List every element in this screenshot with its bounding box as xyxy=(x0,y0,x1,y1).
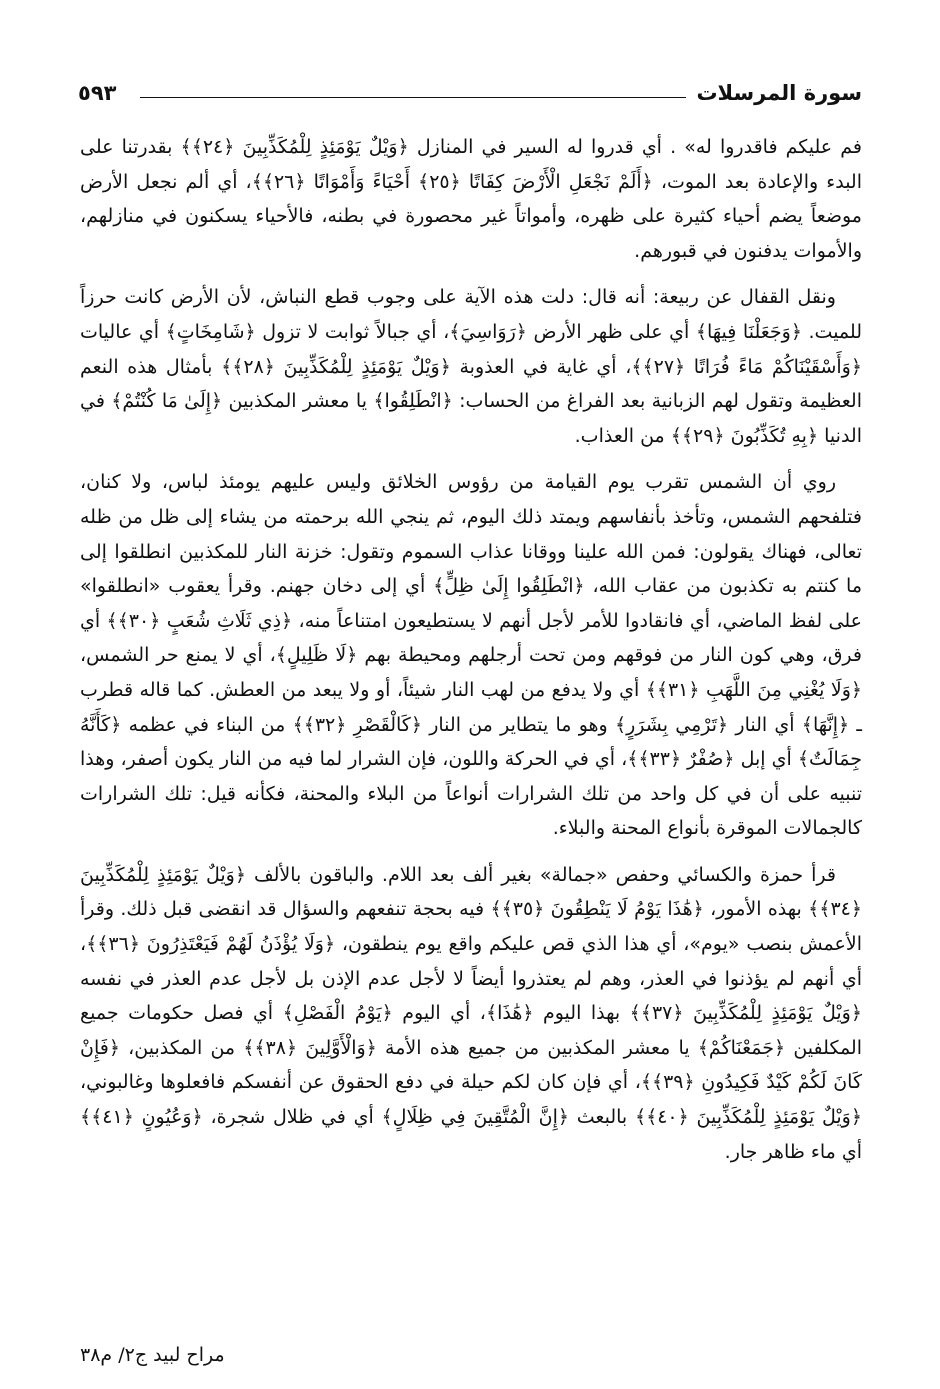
paragraph-1: فم عليكم فاقدروا له» . أي قدروا له السير في المنازل ﴿وَيْلٌ يَوْمَئِذٍ لِلْمُكَذِّبِينَ ﴿٢٤﴾﴾ بقدرتنا على البدء والإعادة بعد الموت، ﴿أَلَمْ نَجْعَلِ الْأَرْضَ كِفَاتًا ﴿٢٥﴾ أَحْيَاءً وَأَمْوَاتًا ﴿٢٦﴾﴾، أي ألم نجعل الأرض موضعاً يضم أحياء كثيرة على ظهره، وأمواتاً غير محصورة في بطنه، فالأحياء يسكنون في منازلهم، والأموات يدفنون في قبورهم. xyxy=(80,136,862,262)
footer-signature: مراح لبيد ج٢/ م٣٨ xyxy=(80,1344,225,1366)
header-rule xyxy=(140,97,686,98)
paragraph-4: قرأ حمزة والكسائي وحفص «جمالة» بغير ألف بعد اللام. والباقون بالألف ﴿وَيْلٌ يَوْمَئِذٍ لِلْمُكَذِّبِينَ ﴿٣٤﴾﴾ بهذه الأمور، ﴿هَٰذَا يَوْمُ لَا يَنْطِقُونَ ﴿٣٥﴾﴾ فيه بحجة تنفعهم والسؤال قد انقضى قبل ذلك. وقرأ الأعمش بنصب «يوم»، أي هذا الذي قص عليكم واقع يوم ينطقون، ﴿وَلَا يُؤْذَنُ لَهُمْ فَيَعْتَذِرُونَ ﴿٣٦﴾﴾، أي أنهم لم يؤذنوا في العذر، وهم لم يعتذروا أيضاً لا لأجل عدم الإذن بل لأجل عدم العذر في نفسه ﴿وَيْلٌ يَوْمَئِذٍ لِلْمُكَذِّبِينَ ﴿٣٧﴾﴾ بهذا اليوم ﴿هَٰذَا﴾، أي اليوم ﴿يَوْمُ الْفَصْلِ﴾ أي فصل حكومات جميع المكلفين ﴿جَمَعْنَاكُمْ﴾ يا معشر المكذبين من جميع هذه الأمة ﴿وَالْأَوَّلِينَ ﴿٣٨﴾﴾ من المكذبين، ﴿فَإِنْ كَانَ لَكُمْ كَيْدٌ فَكِيدُونِ ﴿٣٩﴾﴾، أي فإن كان لكم حيلة في دفع الحقوق عن أنفسكم فافعلوها وغالبوني، ﴿وَيْلٌ يَوْمَئِذٍ لِلْمُكَذِّبِينَ ﴿٤٠﴾﴾ بالبعث ﴿إِنَّ الْمُتَّقِينَ فِي ظِلَالٍ﴾ أي في ظلال شجرة، ﴿وَعُيُونٍ ﴿٤١﴾﴾ أي ماء ظاهر جار. xyxy=(80,863,862,1163)
paragraph-3: روي أن الشمس تقرب يوم القيامة من رؤوس الخلائق وليس عليهم يومئذ لباس، ولا كنان، فتلفحهم الشمس، وتأخذ بأنفاسهم ويمتد ذلك اليوم، ثم ينجي الله برحمته من يشاء إلى ظل من ظله تعالى، فهناك يقولون: فمن الله علينا ووقانا عذاب السموم وتقول: خزنة النار للمكذبين انطلقوا إلى ما كنتم به تكذبون من عقاب الله، ﴿انْطَلِقُوا إِلَىٰ ظِلٍّ﴾ أي إلى دخان جهنم. وقرأ يعقوب «انطلقوا» على لفظ الماضي، أي فانقادوا للأمر لأجل أنهم لا يستطيعون امتناعاً منه، ﴿ذِي ثَلَاثِ شُعَبٍ ﴿٣٠﴾﴾ أي فرق، وهي كون النار من فوقهم ومن تحت أرجلهم ومحيطة بهم ﴿لَا ظَلِيلٍ﴾، أي لا يمنع حر الشمس، ﴿وَلَا يُغْنِي مِنَ اللَّهَبِ ﴿٣١﴾﴾ أي ولا يدفع من لهب النار شيئاً، أو ولا يبعد من العطش. كما قاله قطرب ـ ﴿إِنَّهَا﴾ أي النار ﴿تَرْمِي بِشَرَرٍ﴾ وهو ما يتطاير من النار ﴿كَالْقَصْرِ ﴿٣٢﴾﴾ من البناء في عظمه ﴿كَأَنَّهُ جِمَالَتٌ﴾ أي إبل ﴿صُفْرٌ ﴿٣٣﴾﴾، أي في الحركة واللون، فإن الشرار لما فيه من النار يكون أصفر، وهذا تنبيه على أن في كل واحد من تلك الشرارات أنواعاً من البلاء والمحنة، فكأنه قيل: تلك الشرارات كالجمالات الموقرة بأنواع المحنة والبلاء. xyxy=(80,471,862,840)
page-header xyxy=(78,78,862,112)
page-number: ٥٩٣ xyxy=(78,81,117,105)
page-body xyxy=(80,130,862,1181)
paragraph-2: ونقل القفال عن ربيعة: أنه قال: دلت هذه الآية على وجوب قطع النباش، لأن الأرض كانت حرزاً للميت. ﴿وَجَعَلْنَا فِيهَا﴾ أي على ظهر الأرض ﴿رَوَاسِيَ﴾، أي جبالاً ثوابت لا تزول ﴿شَامِخَاتٍ﴾ أي عاليات ﴿وَأَسْقَيْنَاكُمْ مَاءً فُرَاتًا ﴿٢٧﴾﴾، أي غاية في العذوبة ﴿وَيْلٌ يَوْمَئِذٍ لِلْمُكَذِّبِينَ ﴿٢٨﴾﴾ بأمثال هذه النعم العظيمة وتقول لهم الزبانية بعد الفراغ من الحساب: ﴿انْطَلِقُوا﴾ يا معشر المكذبين ﴿إِلَىٰ مَا كُنْتُمْ﴾ في الدنيا ﴿بِهِ تُكَذِّبُونَ ﴿٢٩﴾﴾ من العذاب. xyxy=(80,286,862,447)
surah-title: سورة المرسلات xyxy=(696,81,862,105)
